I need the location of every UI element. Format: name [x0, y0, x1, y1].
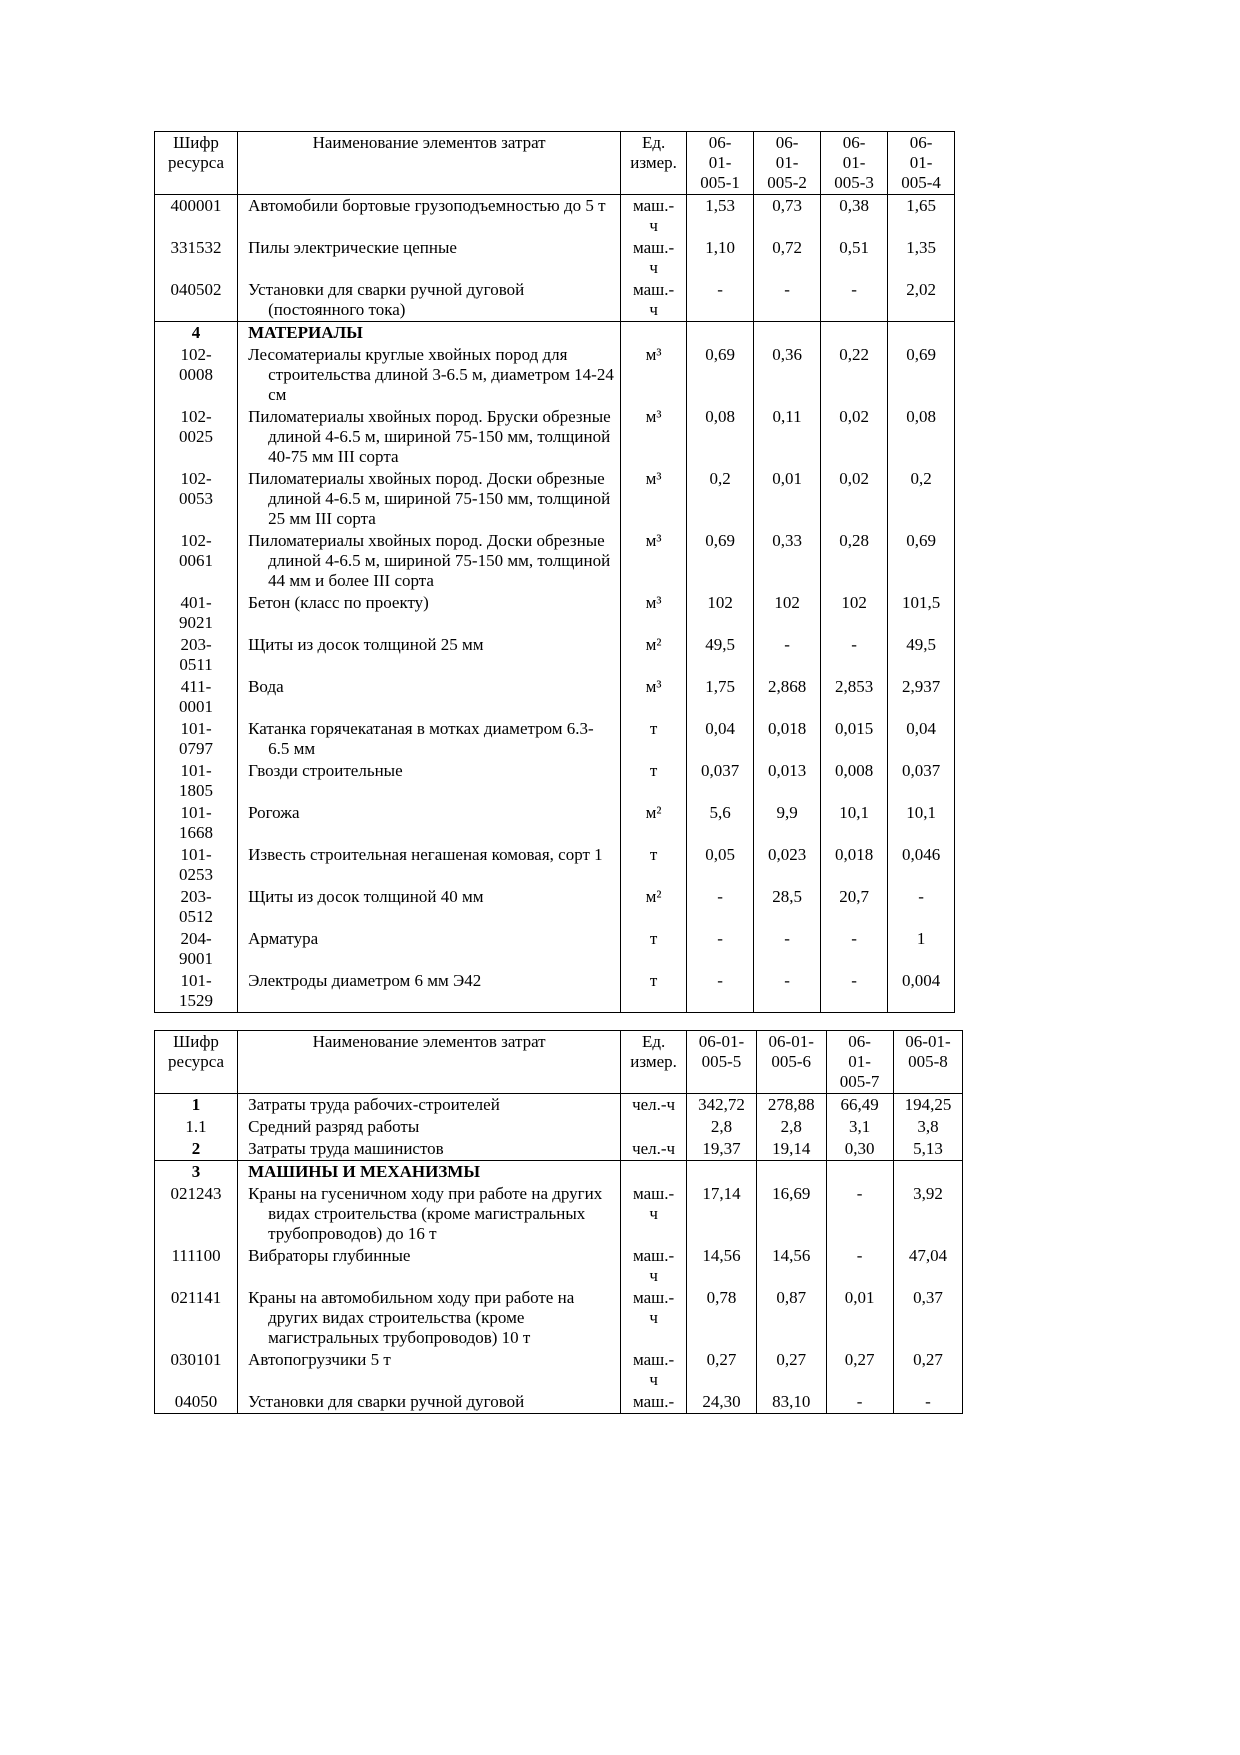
- resource-value-cell: 14,56: [756, 1245, 826, 1287]
- resource-unit-cell: маш.-ч: [621, 237, 687, 279]
- resource-unit-cell: маш.-ч: [621, 1183, 687, 1245]
- resource-name-cell: МАТЕРИАЛЫ: [238, 322, 621, 345]
- resource-name-cell: МАШИНЫ И МЕХАНИЗМЫ: [238, 1161, 621, 1184]
- resource-unit-cell: м²: [621, 886, 687, 928]
- resource-name-cell: Затраты труда машинистов: [238, 1138, 621, 1161]
- resource-value-cell: -: [821, 279, 888, 322]
- resource-row: [155, 344, 955, 406]
- resource-value-cell: 0,04: [687, 718, 754, 760]
- resource-value-cell: -: [821, 634, 888, 676]
- resource-value-cell: 0,27: [893, 1349, 963, 1391]
- resources-table-2: [154, 1030, 963, 1414]
- resource-value-cell: 0,046: [888, 844, 955, 886]
- resource-value-cell: -: [687, 886, 754, 928]
- resource-value-cell: 16,69: [756, 1183, 826, 1245]
- resource-value-cell: [826, 1161, 893, 1184]
- resource-value-cell: 83,10: [756, 1391, 826, 1414]
- resource-name-cell: Пилы электрические цепные: [238, 237, 621, 279]
- header-norm-number: 06-01-005-8: [893, 1031, 963, 1094]
- resource-row: [155, 468, 955, 530]
- resource-value-cell: 10,1: [888, 802, 955, 844]
- resource-value-cell: 2,937: [888, 676, 955, 718]
- resource-value-cell: 0,08: [687, 406, 754, 468]
- resource-code-cell: 102-0025: [155, 406, 238, 468]
- resource-name-cell: Установки для сварки ручной дуговой (постоянного тока): [238, 279, 621, 322]
- resource-row: [155, 886, 955, 928]
- resource-value-cell: [821, 322, 888, 345]
- resource-row: [155, 195, 955, 238]
- resource-value-cell: 20,7: [821, 886, 888, 928]
- resource-value-cell: 0,08: [888, 406, 955, 468]
- resource-value-cell: 102: [821, 592, 888, 634]
- resource-value-cell: 0,69: [888, 344, 955, 406]
- resource-unit-cell: м³: [621, 676, 687, 718]
- resource-value-cell: 0,36: [754, 344, 821, 406]
- resource-row: [155, 530, 955, 592]
- resource-code-cell: 331532: [155, 237, 238, 279]
- resource-row: [155, 1138, 963, 1161]
- resource-value-cell: 3,92: [893, 1183, 963, 1245]
- header-norm-number: 06-01-005-1: [687, 132, 754, 195]
- resource-row: [155, 634, 955, 676]
- resource-value-cell: 0,11: [754, 406, 821, 468]
- resource-unit-cell: т: [621, 928, 687, 970]
- resource-value-cell: -: [821, 928, 888, 970]
- resource-row: [155, 802, 955, 844]
- resource-value-cell: [756, 1161, 826, 1184]
- table-2-body: [155, 1094, 963, 1414]
- resource-code-cell: 111100: [155, 1245, 238, 1287]
- resource-value-cell: 1,75: [687, 676, 754, 718]
- header-norm-number: 06-01-005-6: [756, 1031, 826, 1094]
- resource-value-cell: 0,015: [821, 718, 888, 760]
- header-unit-of-measure: Ед. измер.: [621, 132, 687, 195]
- resource-value-cell: 2,853: [821, 676, 888, 718]
- resource-unit-cell: маш.-ч: [621, 1287, 687, 1349]
- resource-unit-cell: маш.-: [621, 1391, 687, 1414]
- resource-value-cell: 28,5: [754, 886, 821, 928]
- resource-value-cell: 342,72: [687, 1094, 757, 1117]
- resource-value-cell: 19,14: [756, 1138, 826, 1161]
- resource-code-cell: 04050: [155, 1391, 238, 1414]
- resource-unit-cell: м³: [621, 344, 687, 406]
- resource-name-cell: Гвозди строительные: [238, 760, 621, 802]
- resource-value-cell: 0,05: [687, 844, 754, 886]
- resource-row: [155, 1245, 963, 1287]
- header-norm-number: 06-01-005-5: [687, 1031, 757, 1094]
- resource-value-cell: 194,25: [893, 1094, 963, 1117]
- resource-value-cell: 1,65: [888, 195, 955, 238]
- resource-unit-cell: м³: [621, 530, 687, 592]
- resource-value-cell: 0,037: [888, 760, 955, 802]
- resource-value-cell: 3,1: [826, 1116, 893, 1138]
- resource-row: [155, 1349, 963, 1391]
- resource-code-cell: 411-0001: [155, 676, 238, 718]
- resource-code-cell: 102-0008: [155, 344, 238, 406]
- resource-value-cell: 0,37: [893, 1287, 963, 1349]
- resource-value-cell: 0,04: [888, 718, 955, 760]
- resource-name-cell: Пиломатериалы хвойных пород. Бруски обрезные длиной 4-6.5 м, шириной 75-150 мм, толщиной 40-75 мм III сорта: [238, 406, 621, 468]
- resource-name-cell: Бетон (класс по проекту): [238, 592, 621, 634]
- resource-name-cell: Краны на автомобильном ходу при работе на других видах строительства (кроме магистральных трубопроводов) 10 т: [238, 1287, 621, 1349]
- resource-value-cell: 0,01: [754, 468, 821, 530]
- resource-code-cell: 101-0253: [155, 844, 238, 886]
- resource-unit-cell: маш.-ч: [621, 195, 687, 238]
- header-norm-number: 06-01-005-7: [826, 1031, 893, 1094]
- resource-value-cell: [754, 322, 821, 345]
- resource-code-cell: 102-0061: [155, 530, 238, 592]
- resource-name-cell: Известь строительная негашеная комовая, сорт 1: [238, 844, 621, 886]
- resource-unit-cell: маш.-ч: [621, 1349, 687, 1391]
- resource-value-cell: 3,8: [893, 1116, 963, 1138]
- resource-code-cell: 1: [155, 1094, 238, 1117]
- resource-row: [155, 1287, 963, 1349]
- resource-value-cell: 24,30: [687, 1391, 757, 1414]
- resource-row: [155, 406, 955, 468]
- resource-value-cell: 0,27: [756, 1349, 826, 1391]
- resource-name-cell: Автомобили бортовые грузоподъемностью до 5 т: [238, 195, 621, 238]
- resource-unit-cell: м³: [621, 468, 687, 530]
- resource-value-cell: 278,88: [756, 1094, 826, 1117]
- resource-value-cell: -: [687, 279, 754, 322]
- resource-code-cell: 203-0512: [155, 886, 238, 928]
- header-row: [155, 1031, 963, 1094]
- resource-value-cell: 0,018: [821, 844, 888, 886]
- resource-value-cell: 0,28: [821, 530, 888, 592]
- resource-name-cell: Арматура: [238, 928, 621, 970]
- resource-row: [155, 928, 955, 970]
- resource-name-cell: Щиты из досок толщиной 25 мм: [238, 634, 621, 676]
- resource-code-cell: 2: [155, 1138, 238, 1161]
- resource-value-cell: 49,5: [888, 634, 955, 676]
- header-row: [155, 132, 955, 195]
- resource-code-cell: 3: [155, 1161, 238, 1184]
- resource-value-cell: 0,78: [687, 1287, 757, 1349]
- table-1-header: [155, 132, 955, 195]
- resource-row: [155, 844, 955, 886]
- table-2-header: [155, 1031, 963, 1094]
- resource-value-cell: -: [893, 1391, 963, 1414]
- resource-code-cell: 040502: [155, 279, 238, 322]
- resource-value-cell: 102: [687, 592, 754, 634]
- resource-unit-cell: т: [621, 760, 687, 802]
- resource-row: [155, 1094, 963, 1117]
- resource-row: [155, 279, 955, 322]
- resource-code-cell: 203-0511: [155, 634, 238, 676]
- resource-value-cell: 0,30: [826, 1138, 893, 1161]
- resource-value-cell: 1,53: [687, 195, 754, 238]
- header-norm-number: 06-01-005-4: [888, 132, 955, 195]
- resource-value-cell: 2,02: [888, 279, 955, 322]
- resource-name-cell: Краны на гусеничном ходу при работе на других видах строительства (кроме магистральных трубопроводов) до 16 т: [238, 1183, 621, 1245]
- resource-name-cell: Затраты труда рабочих-строителей: [238, 1094, 621, 1117]
- resource-code-cell: 101-0797: [155, 718, 238, 760]
- resource-code-cell: 204-9001: [155, 928, 238, 970]
- resource-name-cell: Установки для сварки ручной дуговой: [238, 1391, 621, 1414]
- resource-row: [155, 1391, 963, 1414]
- resource-value-cell: 2,8: [687, 1116, 757, 1138]
- resource-name-cell: Средний разряд работы: [238, 1116, 621, 1138]
- resource-code-cell: 101-1529: [155, 970, 238, 1013]
- resource-value-cell: 0,018: [754, 718, 821, 760]
- resource-name-cell: Катанка горячекатаная в мотках диаметром 6.3-6.5 мм: [238, 718, 621, 760]
- resource-value-cell: 0,013: [754, 760, 821, 802]
- resource-name-cell: Электроды диаметром 6 мм Э42: [238, 970, 621, 1013]
- resource-value-cell: 1,35: [888, 237, 955, 279]
- resource-value-cell: 1: [888, 928, 955, 970]
- resource-value-cell: 10,1: [821, 802, 888, 844]
- resource-value-cell: [893, 1161, 963, 1184]
- resource-value-cell: -: [888, 886, 955, 928]
- resource-name-cell: Лесоматериалы круглые хвойных пород для строительства длиной 3-6.5 м, диаметром 14-24 см: [238, 344, 621, 406]
- header-norm-number: 06-01-005-3: [821, 132, 888, 195]
- resource-value-cell: 0,69: [687, 530, 754, 592]
- resource-value-cell: 0,73: [754, 195, 821, 238]
- resource-value-cell: 1,10: [687, 237, 754, 279]
- resource-unit-cell: [621, 1161, 687, 1184]
- resource-name-cell: Пиломатериалы хвойных пород. Доски обрезные длиной 4-6.5 м, шириной 75-150 мм, толщиной 25 мм III сорта: [238, 468, 621, 530]
- resource-value-cell: 0,72: [754, 237, 821, 279]
- section-row: [155, 1161, 963, 1184]
- resource-value-cell: 0,27: [826, 1349, 893, 1391]
- resource-value-cell: 0,2: [687, 468, 754, 530]
- resource-code-cell: 101-1668: [155, 802, 238, 844]
- resource-row: [155, 760, 955, 802]
- resource-code-cell: 1.1: [155, 1116, 238, 1138]
- resource-value-cell: 0,38: [821, 195, 888, 238]
- resource-code-cell: 101-1805: [155, 760, 238, 802]
- resource-row: [155, 718, 955, 760]
- resource-value-cell: 0,27: [687, 1349, 757, 1391]
- resource-value-cell: -: [754, 634, 821, 676]
- resource-value-cell: 0,02: [821, 406, 888, 468]
- resource-value-cell: 47,04: [893, 1245, 963, 1287]
- resource-row: [155, 676, 955, 718]
- resource-code-cell: 021243: [155, 1183, 238, 1245]
- resource-unit-cell: т: [621, 844, 687, 886]
- header-norm-number: 06-01-005-2: [754, 132, 821, 195]
- resource-value-cell: 0,023: [754, 844, 821, 886]
- resource-value-cell: 0,51: [821, 237, 888, 279]
- header-cost-elements-name: Наименование элементов затрат: [238, 132, 621, 195]
- resource-value-cell: -: [687, 970, 754, 1013]
- resource-value-cell: 17,14: [687, 1183, 757, 1245]
- resource-row: [155, 970, 955, 1013]
- resource-value-cell: 2,8: [756, 1116, 826, 1138]
- resource-value-cell: -: [821, 970, 888, 1013]
- resource-name-cell: Вибраторы глубинные: [238, 1245, 621, 1287]
- resource-value-cell: 101,5: [888, 592, 955, 634]
- resource-name-cell: Рогожа: [238, 802, 621, 844]
- resource-code-cell: 021141: [155, 1287, 238, 1349]
- resource-name-cell: Вода: [238, 676, 621, 718]
- resource-row: [155, 1183, 963, 1245]
- resource-value-cell: 102: [754, 592, 821, 634]
- resource-name-cell: Щиты из досок толщиной 40 мм: [238, 886, 621, 928]
- resource-value-cell: -: [826, 1391, 893, 1414]
- resource-row: [155, 592, 955, 634]
- resource-value-cell: 0,2: [888, 468, 955, 530]
- resource-value-cell: -: [754, 928, 821, 970]
- resource-unit-cell: т: [621, 970, 687, 1013]
- resource-unit-cell: м³: [621, 406, 687, 468]
- resource-value-cell: 0,008: [821, 760, 888, 802]
- header-cost-elements-name: Наименование элементов затрат: [238, 1031, 621, 1094]
- resource-row: [155, 1116, 963, 1138]
- resource-code-cell: 030101: [155, 1349, 238, 1391]
- resource-unit-cell: маш.-ч: [621, 279, 687, 322]
- resource-value-cell: 2,868: [754, 676, 821, 718]
- resource-value-cell: 0,004: [888, 970, 955, 1013]
- resource-unit-cell: чел.-ч: [621, 1094, 687, 1117]
- resource-value-cell: 49,5: [687, 634, 754, 676]
- resource-value-cell: 0,87: [756, 1287, 826, 1349]
- resource-name-cell: Автопогрузчики 5 т: [238, 1349, 621, 1391]
- resource-value-cell: -: [754, 970, 821, 1013]
- resource-value-cell: -: [826, 1245, 893, 1287]
- resource-value-cell: 9,9: [754, 802, 821, 844]
- resource-value-cell: [687, 322, 754, 345]
- resource-value-cell: 14,56: [687, 1245, 757, 1287]
- header-resource-code: Шифр ресурса: [155, 1031, 238, 1094]
- resource-value-cell: 19,37: [687, 1138, 757, 1161]
- resource-value-cell: 0,037: [687, 760, 754, 802]
- resource-value-cell: 0,22: [821, 344, 888, 406]
- section-row: [155, 322, 955, 345]
- resource-value-cell: 5,6: [687, 802, 754, 844]
- resource-value-cell: -: [826, 1183, 893, 1245]
- resource-unit-cell: маш.-ч: [621, 1245, 687, 1287]
- resource-value-cell: [888, 322, 955, 345]
- resource-unit-cell: [621, 1116, 687, 1138]
- resource-unit-cell: м²: [621, 802, 687, 844]
- resource-value-cell: 0,33: [754, 530, 821, 592]
- resource-value-cell: -: [754, 279, 821, 322]
- resource-value-cell: 0,01: [826, 1287, 893, 1349]
- resource-value-cell: 0,02: [821, 468, 888, 530]
- resource-value-cell: 0,69: [888, 530, 955, 592]
- resource-unit-cell: м²: [621, 634, 687, 676]
- resource-value-cell: [687, 1161, 757, 1184]
- resource-unit-cell: м³: [621, 592, 687, 634]
- table-1-body: [155, 195, 955, 1013]
- resource-code-cell: 102-0053: [155, 468, 238, 530]
- resource-unit-cell: т: [621, 718, 687, 760]
- resource-code-cell: 4: [155, 322, 238, 345]
- resources-table-1: [154, 131, 955, 1013]
- resource-name-cell: Пиломатериалы хвойных пород. Доски обрезные длиной 4-6.5 м, шириной 75-150 мм, толщиной 44 мм и более III сорта: [238, 530, 621, 592]
- resource-row: [155, 237, 955, 279]
- resource-value-cell: -: [687, 928, 754, 970]
- resource-code-cell: 400001: [155, 195, 238, 238]
- resource-unit-cell: чел.-ч: [621, 1138, 687, 1161]
- resource-code-cell: 401-9021: [155, 592, 238, 634]
- resource-value-cell: 66,49: [826, 1094, 893, 1117]
- resource-unit-cell: [621, 322, 687, 345]
- header-resource-code: Шифр ресурса: [155, 132, 238, 195]
- resource-value-cell: 5,13: [893, 1138, 963, 1161]
- resource-value-cell: 0,69: [687, 344, 754, 406]
- header-unit-of-measure: Ед. измер.: [621, 1031, 687, 1094]
